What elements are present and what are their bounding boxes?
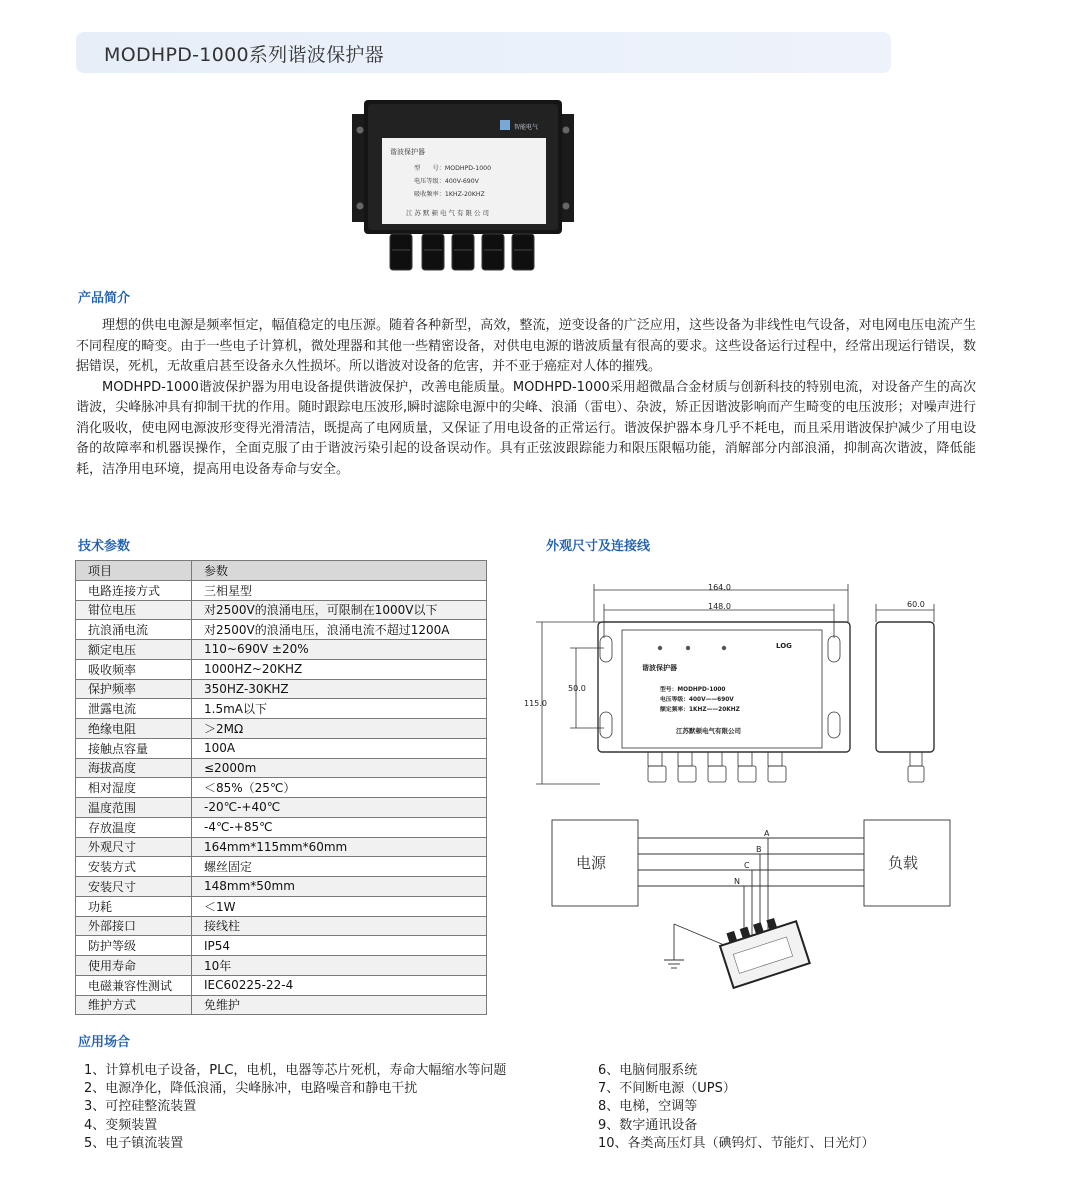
table-row [76, 738, 487, 758]
spec-label: 抗浪涌电流 [76, 620, 192, 640]
applications-left [84, 1062, 506, 1153]
spec-value: 接线柱 [192, 916, 487, 936]
spec-label: 额定电压 [76, 640, 192, 660]
intro-text [76, 316, 976, 480]
spec-header-value: 参数 [192, 561, 487, 581]
list-item: 10、各类高压灯具（碘钨灯、节能灯、日光灯） [598, 1135, 875, 1151]
applications-right [598, 1062, 875, 1153]
product-label-voltage: 电压等级：400V-690V [414, 178, 479, 185]
spec-value: ＞2MΩ [192, 719, 487, 739]
spec-label: 维护方式 [76, 995, 192, 1015]
phase-a-label: A [764, 829, 770, 838]
table-row [76, 620, 487, 640]
dim-height-total: 115.0 [524, 699, 547, 708]
spec-label: 外部接口 [76, 916, 192, 936]
table-row [76, 956, 487, 976]
spec-value: IP54 [192, 936, 487, 956]
table-row [76, 699, 487, 719]
spec-label: 泄露电流 [76, 699, 192, 719]
product-label-company: 江苏默顿电气有限公司 [406, 209, 491, 217]
spec-value: ＜1W [192, 896, 487, 916]
spec-value: 100A [192, 738, 487, 758]
list-item: 2、电源净化，降低浪涌，尖峰脉冲，电路噪音和静电干扰 [84, 1081, 418, 1097]
drawing-label-voltage: 电压等级：400V——690V [660, 697, 734, 703]
spec-label: 功耗 [76, 896, 192, 916]
table-row [76, 679, 487, 699]
phase-n-label: N [734, 877, 740, 886]
spec-label: 外观尺寸 [76, 837, 192, 857]
table-row [76, 817, 487, 837]
product-label-freq: 吸收频率：1KHZ-20KHZ [414, 191, 485, 198]
dim-depth: 60.0 [907, 600, 925, 609]
spec-value: 螺丝固定 [192, 857, 487, 877]
spec-value: 对2500V的浪涌电压，浪涌电流不超过1200A [192, 620, 487, 640]
table-row [76, 600, 487, 620]
drawing-label-model: 型号：MODHPD-1000 [660, 687, 726, 693]
dimension-drawing [524, 578, 964, 1018]
section-intro-heading: 产品简介 [78, 291, 131, 306]
product-brand: 智能电气 [514, 124, 539, 131]
spec-label: 安装尺寸 [76, 877, 192, 897]
spec-value: 164mm*115mm*60mm [192, 837, 487, 857]
table-row [76, 798, 487, 818]
spec-table-header [76, 561, 487, 581]
spec-value: IEC60225-22-4 [192, 975, 487, 995]
dim-width-total: 164.0 [708, 583, 731, 592]
spec-label: 吸收频率 [76, 659, 192, 679]
spec-value: ＜85%（25℃） [192, 778, 487, 798]
wiring-source: 电源 [576, 854, 607, 872]
spec-label: 安装方式 [76, 857, 192, 877]
intro-paragraph-2: MODHPD-1000谐波保护器为用电设备提供谐波保护，改善电能质量。MODHPD-1000采用超微晶合金材质与创新科技的特别电流，对设备产生的高次谐波，尖峰脉冲具有抑制干扰的作用。随时跟踪电压波形,瞬时滤除电源中的尖峰、浪涌（雷电）、杂波，矫正因谐波影响而产生畸变的电压波形；对噪声进行消化吸收，使电网电源波形变得光滑清洁，既提高了电网质量，又保证了用电设备的正常运行。谐波保护器本身几乎不耗电，而且采用谐波保护减少了用电设备的故障率和机器误操作，全面克服了由于谐波污染引起的设备误动作。具有正弦波跟踪能力和限压限幅功能，消解部分内部浪涌，抑制高次谐波，降低能耗，洁净用电环境，提高用电设备寿命与安全。 [76, 379, 976, 477]
phase-c-label: C [744, 861, 750, 870]
spec-value: 对2500V的浪涌电压，可限制在1000V以下 [192, 600, 487, 620]
spec-value: 免维护 [192, 995, 487, 1015]
spec-label: 电磁兼容性测试 [76, 975, 192, 995]
spec-label: 存放温度 [76, 817, 192, 837]
list-item: 4、变频装置 [84, 1117, 158, 1133]
table-row [76, 640, 487, 660]
table-row [76, 778, 487, 798]
list-item: 3、可控硅整流装置 [84, 1099, 197, 1115]
spec-label: 相对湿度 [76, 778, 192, 798]
table-row [76, 837, 487, 857]
spec-header-item: 项目 [76, 561, 192, 581]
table-row [76, 995, 487, 1015]
spec-label: 绝缘电阻 [76, 719, 192, 739]
table-row [76, 896, 487, 916]
product-label-name: 谐波保护器 [390, 148, 425, 156]
spec-value: 350HZ-30KHZ [192, 679, 487, 699]
dim-height-mount: 50.0 [568, 684, 586, 693]
list-item: 9、数字通讯设备 [598, 1117, 698, 1133]
list-item: 1、计算机电子设备，PLC，电机，电器等芯片死机，寿命大幅缩水等问题 [84, 1063, 507, 1078]
drawing-label-freq: 额定频率：1KHZ——20KHZ [660, 707, 740, 713]
drawing-logo: LOG [776, 642, 792, 650]
dim-width-mount: 148.0 [708, 602, 731, 611]
spec-value: -20℃-+40℃ [192, 798, 487, 818]
title-bar [76, 32, 891, 73]
list-item: 6、电脑伺服系统 [598, 1063, 698, 1078]
phase-b-label: B [756, 845, 762, 854]
table-row [76, 857, 487, 877]
spec-value: 10年 [192, 956, 487, 976]
table-row [76, 659, 487, 679]
spec-label: 钳位电压 [76, 600, 192, 620]
section-dimensions-heading: 外观尺寸及连接线 [546, 539, 651, 554]
table-row [76, 719, 487, 739]
spec-label: 保护频率 [76, 679, 192, 699]
intro-paragraph-1: 理想的供电电源是频率恒定，幅值稳定的电压源。随着各种新型，高效，整流，逆变设备的广泛应用，这些设备为非线性电气设备，对电网电压电流产生不同程度的畸变。由于一些电子计算机，微处理器和其他一些精密设备，对供电电源的谐波质量有很高的要求。这些设备运行过程中，经常出现运行错误，数据错误，死机，无故重启甚至设备永久性损坏。所以谐波对设备的危害，并不亚于癌症对人体的摧残。 [76, 318, 976, 374]
product-label-model: 型 号：MODHPD-1000 [414, 165, 492, 172]
drawing-label-company: 江苏默顿电气有限公司 [676, 727, 741, 735]
table-row [76, 758, 487, 778]
list-item: 7、不间断电源（UPS） [598, 1081, 736, 1097]
spec-value: 110~690V ±20% [192, 640, 487, 660]
spec-value: 1.5mA以下 [192, 699, 487, 719]
drawing-label-name: 谐波保护器 [642, 664, 677, 672]
section-applications-heading: 应用场合 [78, 1035, 131, 1050]
page-title: MODHPD-1000系列谐波保护器 [104, 44, 384, 66]
section-specs-heading: 技术参数 [78, 539, 131, 554]
spec-label: 温度范围 [76, 798, 192, 818]
spec-label: 防护等级 [76, 936, 192, 956]
list-item: 8、电梯，空调等 [598, 1099, 698, 1115]
table-row [76, 936, 487, 956]
spec-label: 电路连接方式 [76, 580, 192, 600]
product-image [352, 100, 574, 272]
spec-value: 1000HZ~20KHZ [192, 659, 487, 679]
spec-value: -4℃-+85℃ [192, 817, 487, 837]
spec-value: 三相星型 [192, 580, 487, 600]
spec-table [75, 560, 487, 1015]
spec-label: 使用寿命 [76, 956, 192, 976]
spec-label: 接触点容量 [76, 738, 192, 758]
wiring-load: 负载 [888, 854, 919, 872]
table-row [76, 580, 487, 600]
table-row [76, 916, 487, 936]
spec-value: 148mm*50mm [192, 877, 487, 897]
table-row [76, 877, 487, 897]
spec-value: ≤2000m [192, 758, 487, 778]
list-item: 5、电子镇流装置 [84, 1135, 184, 1151]
spec-label: 海拔高度 [76, 758, 192, 778]
table-row [76, 975, 487, 995]
